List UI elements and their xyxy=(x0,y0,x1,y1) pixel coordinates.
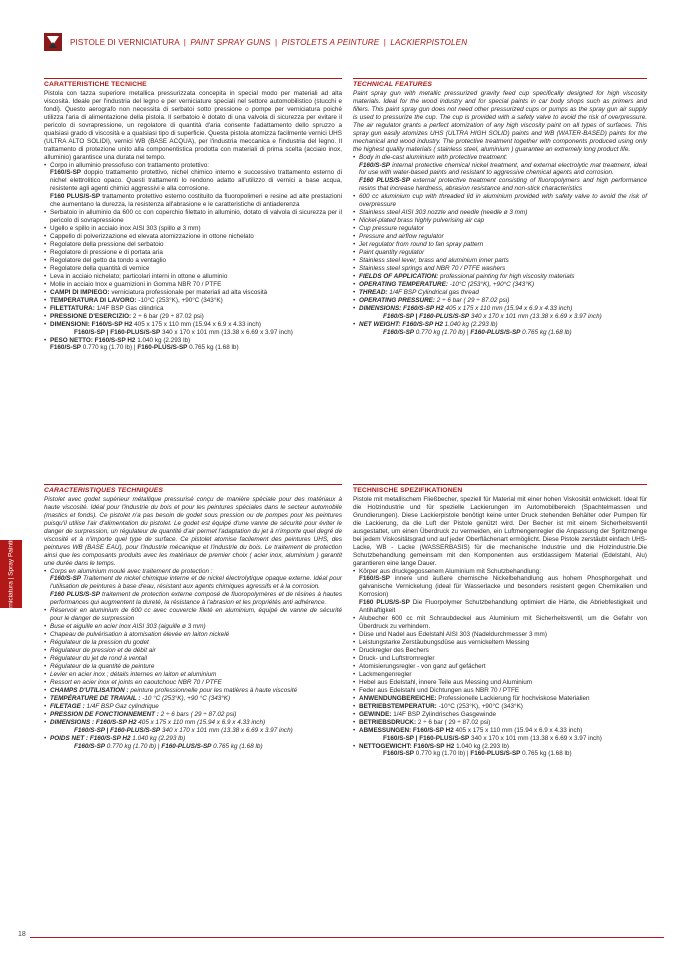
spec-subitem-text: Die Fluorpolymer Schutzbehandlung optimiert die Härte, die Abriebfestigkeit und Antihaftigkeit xyxy=(359,599,647,615)
spec-list xyxy=(44,162,342,353)
model-code: F160/S-SP H2 xyxy=(89,320,133,328)
field-value: 1.040 kg (2.293 lb) xyxy=(442,320,498,328)
field-label: ANWENDUNGBEREICHE: xyxy=(359,694,437,702)
spec-item: • Düse und Nadel aus Edelstahl AISI 303 (Nadeldurchmesser 3 mm) xyxy=(353,631,647,639)
field-value: 2 ÷ 6 bar ( 29 ÷ 87.02 psi) xyxy=(435,296,510,304)
field-value: Professionelle Lackierung für hochviskose Materialien xyxy=(436,694,590,702)
field-label: BETRIEBSDRUCK: xyxy=(359,718,417,726)
section-heading: CARATTERISTICHE TECNICHE xyxy=(44,81,147,88)
spec-item: • Levier en acier inox ; détails internes en laiton et aluminium xyxy=(44,671,342,679)
spec-field xyxy=(353,289,647,297)
field-value: 0.770 kg (1.70 lb) xyxy=(414,750,466,758)
field-value: 340 x 170 x 101 mm (13.38 x 6.69 x 3.97 inch) xyxy=(160,726,293,734)
model-code: F160-PLUS/S-SP xyxy=(161,742,212,750)
field-label: OPERATING PRESSURE: xyxy=(359,296,436,304)
field-label: BETRIEBSTEMPERATUR: xyxy=(359,702,437,710)
field-value: 405 x 175 x 110 mm (15.94 x 6.9 x 4.33 inch) xyxy=(136,718,266,726)
field-value: 1/4F BSP Gaz cylindrique xyxy=(84,702,159,710)
field-value: 405 x 175 x 110 mm (15.94 x 6.9 x 4.33 inch) xyxy=(132,320,261,328)
spec-item: • Cappello di polverizzazione ed elevata atomizzazione in ottone nichelato xyxy=(44,233,342,241)
field-label: NETTOGEWICHT: xyxy=(359,742,412,750)
spec-field-cont xyxy=(353,735,647,743)
spec-item: • Serbatoio in alluminio da 600 cc con coperchio filettato in alluminio, dotato di valvola di sicurezza per il pericolo di sovrapressione xyxy=(44,209,342,225)
spec-subitem-text: innere und äußere chemische Nickelbehandlung aus hohem Phosphorgehalt und galvanische Vernickelung (ideal für Wasserlacke und besonders resistent gegen Chemikalien und Korrosion) xyxy=(359,575,647,599)
spec-subitem xyxy=(44,591,342,607)
spec-field xyxy=(353,695,647,703)
section-intro: Pistole mit metallischem Fließbecher, speziell für Material mit einer hohen Viskosität entwickelt. Ideal für die Holzindustrie und für spezielle Lackierungen im Automobilbereich (Spachtelmassen und Grundierungen). Diese Lackierpistole benötigt keine unter Druck stehenden Behälter oder Pumpen für die Lackierung, da die Luft der Pistole genützt wird. Der Becher ist mit einem Sicherheitsventil ausgestattet, um einen Überdruck zu vermeiden, ein Luftmengenregler die Anpassung der Spritzmenge bei jedem Viskositätsgrad und auf jeder Oberflächenart ermöglicht. Diese Pistole zerstäubt einfach UHS-Lacke, WB - Lacke (WASSERBASIS) für die mechanische Industrie und die Holzindustrie.Die Schutzbehandlung gemeinsam mit den Komponenten aus erstklassigem Material (Edelstahl, Alu) garantieren eine lange Dauer. xyxy=(353,495,647,567)
field-value: 405 x 175 x 110 mm (15.94 x 6.9 x 4.33 inch) xyxy=(443,304,573,312)
spec-item: • Stainless steel AISI 303 nozzle and needle (needle ø 3 mm) xyxy=(353,209,647,217)
model-code: F160-PLUS/S-SP xyxy=(137,344,188,352)
spec-item: • Paint quantity regulator xyxy=(353,249,647,257)
spec-item: • Pressure and airflow regulator xyxy=(353,233,647,241)
spec-field xyxy=(353,719,647,727)
field-value: professional painting for high viscosity materials xyxy=(438,272,575,280)
model-code: F160 PLUS/S-SP xyxy=(50,591,100,599)
spec-field-cont xyxy=(44,329,342,337)
spec-item: • Buse et aiguille en acier inox AISI 303 (aiguille ø 3 mm) xyxy=(44,623,342,631)
section-rule xyxy=(44,484,342,485)
header-separator: | xyxy=(383,37,386,47)
field-label: DIMENSIONI: xyxy=(50,320,90,328)
sidebar-label-wrap xyxy=(0,533,22,615)
separator: | xyxy=(465,328,471,336)
brand-logo-icon xyxy=(44,33,62,51)
field-value: 0.770 kg (1.70 lb) xyxy=(81,344,133,352)
field-value: 340 x 170 x 101 mm (13.38 x 6.69 x 3.97 inch) xyxy=(469,312,602,320)
spec-item: • Hebel aus Edelstahl, innere Teile aus Messing und Aluminium xyxy=(353,679,647,687)
field-label: GEWINDE: xyxy=(359,710,392,718)
field-label: FILETTATURA: xyxy=(50,304,95,312)
field-value: peinture professionnelle pour les matières à haute viscosité xyxy=(128,686,298,694)
section-rule xyxy=(353,484,647,485)
spec-field xyxy=(353,711,647,719)
header-title-fr: PISTOLETS A PEINTURE xyxy=(281,37,380,47)
spec-field xyxy=(44,289,342,297)
spec-item: • Lackmengenregler xyxy=(353,671,647,679)
page-number: 18 xyxy=(18,931,26,938)
field-value: -10°C (253°K), +90°C (343°K) xyxy=(447,280,535,288)
spec-item: • 600 cc aluminium cup with threaded lid in aluminium provided with safety valve to avoid the risk of overpressure xyxy=(353,193,647,209)
spec-item: • Regolatore della pressione del serbatoio xyxy=(44,241,342,249)
field-value: -10°C (253°K), +90°C (343°K) xyxy=(136,296,223,304)
section-english xyxy=(353,78,647,337)
field-label: NET WEIGHT: xyxy=(359,320,401,328)
separator: | xyxy=(156,742,162,750)
spec-item: • Régulateur de pression et de débit air xyxy=(44,647,342,655)
spec-item: • Stainless steel lever, brass and aluminium inner parts xyxy=(353,257,647,265)
spec-field-cont xyxy=(353,313,647,321)
header-separator: | xyxy=(275,37,278,47)
field-label: CAMPI DI IMPIEGO: xyxy=(50,288,110,296)
spec-field xyxy=(44,297,342,305)
spec-item: • Régulateur du jet de rond à ventail xyxy=(44,655,342,663)
header-separator: | xyxy=(183,37,186,47)
field-label: THREAD: xyxy=(359,288,388,296)
field-label: TEMPÉRATURE DE TRAVAIL : xyxy=(50,694,141,702)
field-value: verniciatura professionale per materiali ad alta viscosità xyxy=(109,288,268,296)
section-rule xyxy=(353,78,647,79)
model-code: F160/S-SP H2 xyxy=(92,336,136,344)
spec-field xyxy=(44,703,342,711)
model-code: F160/S-SP H2 xyxy=(88,734,131,742)
spec-item: • Régulateur de la quantité de peinture xyxy=(44,663,342,671)
header-title xyxy=(70,38,467,47)
spec-item: • Druckregler des Bechers xyxy=(353,647,647,655)
field-value: -10 °C (253°K), +90 °C (343°K) xyxy=(140,694,231,702)
spec-item: • Regolatore di pressione e di portata aria xyxy=(44,249,342,257)
spec-field-cont xyxy=(353,329,647,337)
field-value: 0.770 kg (1.70 lb) xyxy=(105,742,157,750)
field-label: OPERATING TEMPERATURE: xyxy=(359,280,448,288)
section-heading: TECHNICAL FEATURES xyxy=(353,81,432,88)
spec-item: • Régulateur de la pression du godet xyxy=(44,639,342,647)
field-value: 0.765 kg (1.68 lb) xyxy=(520,750,572,758)
spec-field-cont xyxy=(44,727,342,735)
field-value: 1/4F BSP Gas cilindrica xyxy=(94,304,164,312)
spec-field xyxy=(353,703,647,711)
model-code: F160 PLUS/S-SP xyxy=(359,177,410,185)
spec-list xyxy=(353,154,647,337)
section-intro: Pistola con tazza superiore metallica pressurizzata concepita in special modo per materiali ad alta viscosità. Ideale per l'industria del legno e per verniciature speciali nel settore automobilistico (stucchi e fondi). Questo aerografo non necessita di serbatoi sotto pressione o pompe per verniciatura poiché utilizza l'aria di alimentazione della pistola. Il serbatoio è dotato di una valvola di sicurezza per evitare il pericolo di sovrapressione, un regolatore di quantità d'aria consente l'adattamento dello spruzzo a qualsiasi grado di viscosità e a qualsiasi tipo di superficie. Questa pistola atomizza facilmente vernici UHS (ULTRA ALTO SOLIDI), vernici WB (BASE ACQUA), per l'industria meccanica e l'industria del legno. Il trattamento di protezione unito alla componentistica prodotta con materiali di prima scelta (acciaio inox, alluminio) garantisce una durata nel tempo. xyxy=(44,89,342,161)
field-label: PRESSIONE D'ESERCIZIO: xyxy=(50,312,132,320)
section-heading: TECHNISCHE SPEZIFIKATIONEN xyxy=(353,487,463,494)
spec-subitem xyxy=(353,177,647,193)
field-label: CHAMPS D'UTILISATION : xyxy=(50,686,129,694)
spec-item: • Body in die-cast aluminium with protective treatment: xyxy=(353,154,647,162)
page-header xyxy=(44,32,664,52)
header-title-en: PAINT SPRAY GUNS xyxy=(190,37,271,47)
spec-field xyxy=(44,711,342,719)
model-code: F160/S-SP xyxy=(359,575,391,583)
spec-item: • Alubecher 600 cc mit Schraubdeckel aus Aluminium mit Sicherheitsventil, um die Gefahr von Überdruck zu verhindern. xyxy=(353,615,647,631)
spec-item: • Corps en aluminium moulé avec traitement de protection : xyxy=(44,568,342,576)
field-label: PESO NETTO: xyxy=(50,336,93,344)
spec-item: • Stainless steel springs and NBR 70 / PTFE washers xyxy=(353,265,647,273)
spec-subitem xyxy=(353,162,647,178)
field-label: DIMENSIONS : xyxy=(50,718,95,726)
spec-field xyxy=(353,743,647,751)
spec-field xyxy=(44,313,342,321)
section-italian xyxy=(44,78,342,352)
spec-item: • Körper aus druckgegossenem Aluminium mit Schutzbehandlung: xyxy=(353,568,647,576)
spec-field xyxy=(353,305,647,313)
model-code: F160/S-SP H2 xyxy=(400,320,443,328)
field-value: 340 x 170 x 101 mm (13.38 x 6.69 x 3.97 inch) xyxy=(469,734,602,742)
field-value: 0.765 kg (1.68 lb) xyxy=(211,742,263,750)
spec-subitem-text: internal protective chemical nickel treatment, and external electrolytic mat treatment, ideal for use with water-based paints and resistant to aggressive chemical agents and corrosion. xyxy=(359,161,647,177)
field-label: POIDS NET : xyxy=(50,734,89,742)
spec-field xyxy=(353,321,647,329)
spec-subitem-text: external protective treatment consisting of fluoropolymers and high performance resins that increase hardness, abrasion resistance and non-stick characteristics xyxy=(359,177,647,193)
spec-subitem xyxy=(44,169,342,193)
spec-field-cont xyxy=(44,743,342,751)
field-label: PRESSION DE FONCTIONNEMENT : xyxy=(50,710,159,718)
section-intro: Pistolet avec godet supérieur métallique pressurisé conçu de manière spéciale pour des matériaux à haute viscosité. Idéal pour l'industrie du bois et pour les peintures spéciales dans le secteur automobile (mastics et fonds). Ce pistolet n'a pas besoin de godet sous pression ou de pompes pour les peintures puisqu'il utilise l'air d'alimentation du pistolet. Le godet est équipé d'une vanne de sécurité pour éviter le danger de surpression, un régulateur de quantité d'air permet l'adaptation du jet à n'importe quel degré de viscosité et à n'importe quel type de surface. Ce pistolet atomise facilement des peintures UHS, des peintures WB (BASE EAU), pour l'industrie mécanique et l'industrie du bois. Le traitement de protection ainsi que les composants produits avec les matériaux de premier choix ( acier inox, aluminium ) garantit une durée dans le temps. xyxy=(44,495,342,567)
model-code: F160-PLUS/S-SP xyxy=(470,750,521,758)
model-code: F160/S-SP xyxy=(50,575,82,583)
separator: | xyxy=(132,344,138,352)
spec-item: • Molle in acciaio Inox e guarnizioni in Gomma NBR 70 / PTFE xyxy=(44,281,342,289)
field-value: 340 x 170 x 101 mm (13.38 x 6.69 x 3.97 inch) xyxy=(160,328,293,336)
spec-item: • Druck- und Luftstromregler xyxy=(353,655,647,663)
spec-field xyxy=(44,719,342,727)
spec-field xyxy=(353,273,647,281)
model-code: F160/S-SP xyxy=(383,750,415,758)
spec-item: • Ressort en acier inox et joints en caoutchouc NBR 70 / PTFE xyxy=(44,679,342,687)
section-french xyxy=(44,484,342,750)
field-value: 0.765 kg (1.68 lb) xyxy=(520,328,572,336)
model-code: F160 PLUS/S-SP xyxy=(359,599,410,607)
spec-subitem xyxy=(353,599,647,615)
field-label: FILETAGE : xyxy=(50,702,85,710)
field-value: 1/4F BSP Cylindrical gas thread xyxy=(387,288,479,296)
field-label: FIELDS OF APPLICATION: xyxy=(359,272,439,280)
spec-subitem-text: doppio trattamento protettivo, nichel chimico interno e successivo trattamento esterno di nichel elettrolitico opaco. Questi trattamenti lo rendono adatto all'utilizzo di vernici a base acqua, resistente agli agenti chimici aggressivi e alla corrosione. xyxy=(50,169,342,193)
spec-subitem xyxy=(353,575,647,599)
model-code: F160/S-SP | F160-PLUS/S-SP xyxy=(383,734,470,742)
header-title-de: LACKIERPISTOLEN xyxy=(390,37,468,47)
spec-subitem xyxy=(44,193,342,209)
field-value: 2 ÷ 6 bars ( 29 ÷ 87.02 psi) xyxy=(158,710,237,718)
spec-item: • Regolatore della quantità di vernice xyxy=(44,265,342,273)
section-german xyxy=(353,484,647,758)
spec-field xyxy=(44,337,342,345)
model-code: F160/S-SP xyxy=(359,161,391,169)
spec-subitem-text: traitement de protection externe composé de fluoropolymères et de résines à hautes performances qui augmentent la dureté, la résistance à l'abrasion et les propriétés anti adhérence. xyxy=(50,591,342,607)
model-code: F160/S-SP H2 xyxy=(411,742,455,750)
section-intro: Paint spray gun with metallic pressurized gravity feed cup specifically designed for high viscosity materials. Ideal for the wood industry and for special paints in car body shops such as primers and fillers. This paint spray gun does not need other pressurized cups or pumps as the spray gun air supply is used to pressurize the cup. The cup is provided with a safety valve to avoid the risk of overpressure. The air regulator grants a perfect atomization of any high viscosity paint on all types of surfaces. This spray gun easily atomizes UHS (ULTRA HIGH SOLID) paints and WB (WATER-BASED) paints for the mechanical and wood industry. The protective treatment together with components produced using only the highest quality materials ( stainless steel, aluminium ) guarantee an extremely long product life. xyxy=(353,89,647,153)
field-label: DIMENSIONS: xyxy=(359,304,402,312)
field-value: -10°C (253°K), +90°C (343°K) xyxy=(436,702,523,710)
field-value: 405 x 175 x 110 mm (15.94 x 6.9 x 4.33 inch) xyxy=(453,726,583,734)
spec-field xyxy=(44,321,342,329)
spec-item: • Chapeau de pulvérisation à atomisation élevée en laiton nickelé xyxy=(44,631,342,639)
spec-item: • Corpo in alluminio pressofuso con trattamento protettivo: xyxy=(44,162,342,170)
field-value: 1/4F BSP Zylindrisches Gasgewinde xyxy=(391,710,497,718)
field-value: 1.040 kg (2.293 lb) xyxy=(454,742,509,750)
model-code: F160/S-SP xyxy=(50,344,82,352)
spec-item: • Feder aus Edelstahl und Dichtungen aus NBR 70 / PTFE xyxy=(353,687,647,695)
spec-field-cont xyxy=(44,344,342,352)
spec-field xyxy=(44,735,342,743)
spec-item: • Réservoir en aluminium de 600 cc avec couvercle fileté en aluminium, équipé de vanne de sécurité pour le danger de surpression xyxy=(44,607,342,623)
field-label: TEMPERATURA DI LAVORO: xyxy=(50,296,137,304)
field-label: ABMESSUNGEN: xyxy=(359,726,412,734)
spec-item: • Nickel-plated brass highly pulverising air cap xyxy=(353,217,647,225)
spec-field xyxy=(44,305,342,313)
spec-item: • Cup pressure regulator xyxy=(353,225,647,233)
section-heading: CARACTERISTIQUES TECHNIQUES xyxy=(44,487,164,494)
model-code: F160/S-SP | F160-PLUS/S-SP xyxy=(74,726,161,734)
model-code: F160 PLUS/S-SP xyxy=(50,193,101,201)
spec-field xyxy=(353,727,647,735)
spec-item: • Atomisierungsregler - von ganz auf gefächert xyxy=(353,663,647,671)
model-code: F160-PLUS/S-SP xyxy=(470,328,521,336)
sidebar-label: Verniciatura | Spray Painting xyxy=(7,533,15,615)
model-code: F160/S-SP H2 xyxy=(94,718,137,726)
spec-field-cont xyxy=(353,750,647,758)
model-code: F160/S-SP xyxy=(74,742,106,750)
field-value: 0.765 kg (1.68 lb) xyxy=(187,344,239,352)
model-code: F160/S-SP xyxy=(50,169,82,177)
separator: | xyxy=(465,750,471,758)
spec-subitem-text: trattamento protettivo esterno costituito da fluoropolimeri e resine ad alte prestazioni che aumentano la durezza, la resistenza all'abrasione e le caratteristiche di antiaderenza xyxy=(50,193,342,209)
model-code: F160/S-SP H2 xyxy=(401,304,444,312)
field-value: 1.040 kg (2.293 lb) xyxy=(135,336,191,344)
spec-subitem xyxy=(44,575,342,591)
spec-item: • Leistungstarke Zerstäubungsdüse aus vernickeltem Messing xyxy=(353,639,647,647)
header-title-it: PISTOLE DI VERNICIATURA xyxy=(70,37,180,47)
spec-list xyxy=(44,568,342,751)
spec-item: • Jet regulator from round to fan spray pattern xyxy=(353,241,647,249)
field-value: 2 ÷ 6 bar (29 ÷ 87.02 psi) xyxy=(131,312,204,320)
spec-item: • Ugello e spillo in acciaio inox AISI 303 (spillo ø 3 mm) xyxy=(44,225,342,233)
model-code: F160/S-SP H2 xyxy=(411,726,454,734)
model-code: F160/S-SP xyxy=(383,328,415,336)
spec-item: • Leva in acciaio nichelato; particolari interni in ottone e alluminio xyxy=(44,273,342,281)
field-value: 2 ÷ 6 bar ( 29 ÷ 87.02 psi) xyxy=(416,718,491,726)
spec-subitem-text: Traitement de nickel chimique interne et de nickel électrolytique opaque externe. Idéal pour l'utilisation de peintures à base d'eau, résistant aux agents chimiques agressifs et à la corrosion. xyxy=(50,575,342,591)
spec-field xyxy=(353,297,647,305)
spec-field xyxy=(353,281,647,289)
section-rule xyxy=(44,78,342,79)
spec-field xyxy=(44,687,342,695)
spec-list xyxy=(353,568,647,759)
field-value: 1.040 kg (2.293 lb) xyxy=(130,734,186,742)
spec-item: • Regolatore del getto da tondo a ventaglio xyxy=(44,257,342,265)
footer-rule xyxy=(30,937,664,938)
spec-field xyxy=(44,695,342,703)
field-value: 0.770 kg (1.70 lb) xyxy=(414,328,466,336)
model-code: F160/S-SP | F160-PLUS/S-SP xyxy=(383,312,470,320)
model-code: F160/S-SP | F160-PLUS/S-SP xyxy=(74,328,161,336)
